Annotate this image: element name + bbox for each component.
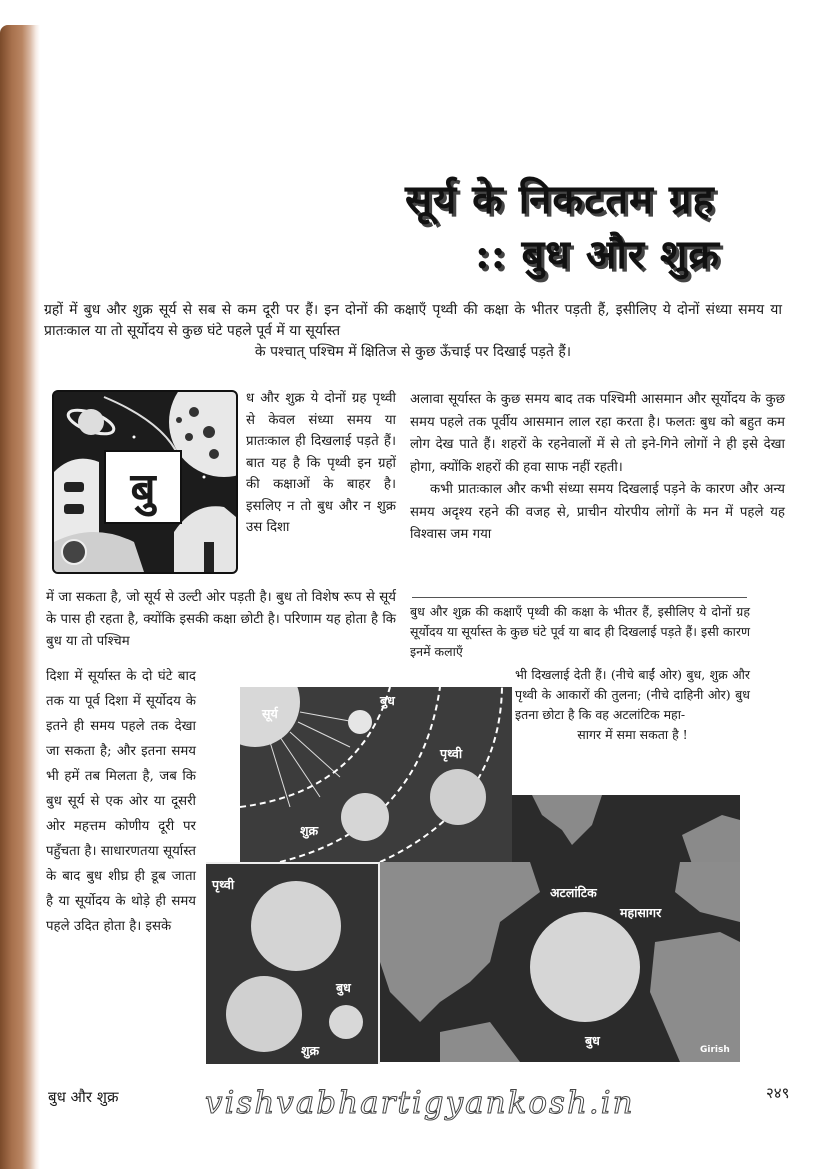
artist-signature: Girish	[700, 1045, 730, 1055]
running-title: बुध और शुक्र	[48, 1088, 119, 1106]
page-title-line2: :: बुध और शुक्र	[475, 231, 720, 278]
watermark: vishvabhartigyankosh.in	[205, 1085, 635, 1121]
page-title-line1: सूर्य के निकटतम ग्रह	[405, 176, 715, 223]
label-earth-orbit: पृथ्वी	[440, 746, 463, 761]
column2-para2: कभी प्रातःकाल और कभी संध्या समय दिखलाई पड़ने के कारण और अन्य समय अदृश्य रहने की वजह से, प्राचीन योरपीय लोगों के मन में पहले यह विश्वास जम गया	[410, 482, 785, 542]
figure-orbits	[240, 687, 512, 862]
label-venus-size: शुक्र	[301, 1043, 320, 1058]
figure-caption-bottom	[515, 665, 750, 745]
figure-size-comparison	[206, 862, 380, 1064]
figure-caption-top: बुध और शुक्र की कक्षाएँ पृथ्वी की कक्षा के भीतर हैं, इसीलिए ये दोनों ग्रह सूर्योदय या सूर्यास्त के कुछ घंटे पूर्व या बाद ही दिखलाई पड़ते हैं। इसी कारण इनमें कलाएँ	[410, 604, 750, 659]
caption-bottom-text: भी दिखलाई देती हैं। (नीचे बाईं ओर) बुध, शुक्र और पृथ्वी के आकारों की तुलना; (नीचे दाहिनी ओर) बुध इतना छोटा है कि वह अटलांटिक महा-	[515, 667, 750, 722]
label-venus-orbit: शुक्र	[300, 823, 319, 838]
size-comparison-illustration	[206, 864, 378, 1064]
column2-text	[410, 389, 785, 547]
label-mercury-map: बुध	[585, 1033, 600, 1048]
column1-beside-dropcap: ध और शुक्र ये दोनों ग्रह पृथ्वी से केवल संध्या समय या प्रातःकाल ही दिखलाई पड़ते हैं। बात यह है कि पृथ्वी इन ग्रहों की कक्षाओं के बाहर है। इसलिए न तो बुध और न शुक्र उस दिशा	[246, 391, 396, 535]
column1-narrow: दिशा में सूर्यास्त के दो घंटे बाद तक या पूर्व दिशा में सूर्योदय के इतने ही समय पहले तक देखा जा सकता है; और इतना समय भी हमें तब मिलता है, जब कि बुध सूर्य से एक ओर या दूसरी ओर महत्तम कोणीय दूरी पर पहुँचता है। साधारणतया सूर्यास्त के बाद बुध शीघ्र ही डूब जाता है या सूर्योदय के थोड़े ही समय पहले उदित होता है। इसके	[46, 669, 196, 934]
label-mercury-orbit: बुध	[380, 693, 395, 708]
column1-full-width: में जा सकता है, जो सूर्य से उल्टी ओर पड़ती है। बुध तो विशेष रूप से सूर्य के पास ही रहता है, क्योंकि इसकी कक्षा छोटी है। परिणाम यह होता है कि बुध या तो पश्चिम	[46, 590, 396, 649]
column2-para1: अलावा सूर्यास्त के कुछ समय बाद तक पश्चिमी आसमान और सूर्योदय के कुछ समय पहले तक पूर्वीय आसमान लाल रहा करता है। फलतः बुध को बहुत कम लोग देख पाते हैं। शहरों के रहनेवालों में से तो इने-गिने लोगों ने ही इसे देखा होगा, क्योंकि शहरों की हवा साफ नहीं रहती।	[410, 392, 785, 475]
map-upper-illustration	[512, 795, 740, 864]
intro-last-line: के पश्चात् पश्चिम में क्षितिज से कुछ ऊँचाई पर दिखाई पड़ते हैं।	[254, 344, 572, 360]
page-number: २४९	[766, 1084, 790, 1102]
figure-map-upper	[512, 795, 740, 864]
label-ocean: महासागर	[620, 905, 662, 920]
orbits-illustration	[240, 687, 512, 862]
figure-atlantic-map	[380, 862, 740, 1062]
caption-divider	[412, 597, 747, 598]
label-earth-size: पृथ्वी	[212, 877, 235, 892]
label-mercury-size: बुध	[336, 980, 351, 995]
label-sun: सूर्य	[262, 706, 278, 721]
dropcap-letter: बु	[104, 450, 182, 524]
caption-end: सागर में समा सकता है !	[577, 727, 688, 742]
intro-body: ग्रहों में बुध और शुक्र सूर्य से सब से कम दूरी पर हैं। इन दोनों की कक्षाएँ पृथ्वी की कक्षा के भीतर पड़ती हैं, इसीलिए ये दोनों संध्या समय या प्रातःकाल या तो सूर्योदय से कुछ घंटे पहले पूर्व में या सूर्यास्त	[44, 302, 782, 339]
label-atlantic: अटलांटिक	[550, 885, 597, 900]
intro-paragraph	[44, 300, 782, 363]
